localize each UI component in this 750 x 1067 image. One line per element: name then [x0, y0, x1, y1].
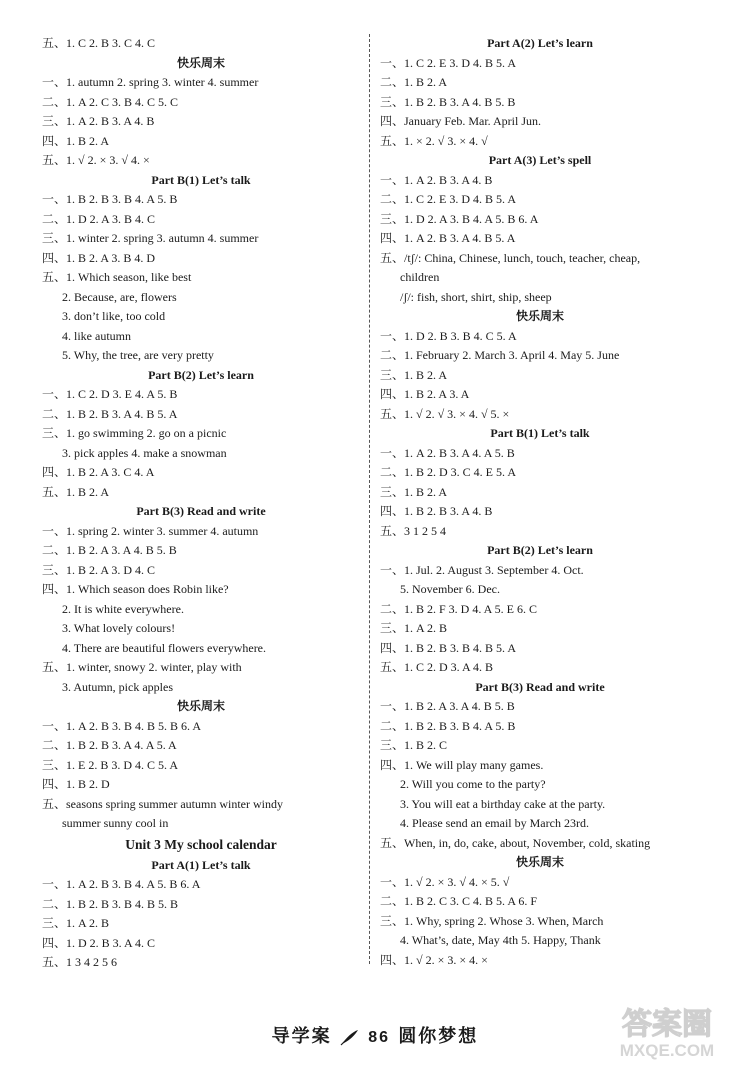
answer-line: 五、seasons spring summer autumn winter windy [42, 796, 283, 811]
unit-title: Unit 3 My school calendar [125, 836, 277, 852]
section-heading: Part A(3) Let’s spell [488, 153, 592, 167]
answer-line: 五、/tʃ/: China, Chinese, lunch, touch, teacher, cheap, [380, 250, 641, 265]
answer-line: 2. Because, are, flowers [62, 289, 177, 304]
answer-line: 二、1. B 2. A [380, 75, 448, 89]
answer-line: 四、1. B 2. B 3. B 4. B 5. A [380, 640, 517, 655]
answer-line: 四、January Feb. Mar. April Jun. [380, 114, 541, 128]
answer-line: 3. don’t like, too cold [62, 309, 166, 323]
answer-line: 四、1. B 2. B 3. A 4. B [380, 504, 493, 518]
answer-line: 二、1. B 2. C 3. C 4. B 5. A 6. F [380, 894, 538, 908]
section-heading: 快乐周末 [515, 309, 564, 323]
answer-line: 3. pick apples 4. make a snowman [62, 445, 227, 460]
section-heading: Part B(1) Let’s talk [151, 172, 251, 187]
answer-line: 二、1. B 2. B 3. A 4. A 5. A [42, 738, 177, 752]
quill-icon [340, 1028, 360, 1046]
answer-line: 2. Will you come to the party? [400, 777, 546, 791]
footer-slogan: 圆你梦想 [398, 1026, 479, 1047]
answer-line: 二、1. B 2. D 3. C 4. E 5. A [380, 465, 517, 479]
page-number: 86 [368, 1029, 391, 1046]
answer-line: 4. like autumn [62, 328, 131, 343]
answer-line: 五、1. C 2. B 3. C 4. C [42, 36, 156, 50]
answer-line: 五、When, in, do, cake, about, November, cold, skating [380, 835, 651, 850]
answer-line: 三、1. B 2. A [380, 367, 448, 382]
answer-line: 五、1. Which season, like best [42, 270, 192, 284]
answer-line: 四、1. B 2. A 3. C 4. A [42, 465, 155, 479]
answer-line: 4. There are beautiful flowers everywhere. [62, 640, 267, 655]
answer-line: /ʃ/: fish, short, shirt, ship, sheep [400, 289, 552, 304]
answer-line: 一、1. Jul. 2. August 3. September 4. Oct. [380, 562, 584, 577]
watermark-url: MXQE.COM [619, 1041, 715, 1060]
answer-line: 四、1. D 2. B 3. A 4. C [42, 935, 156, 950]
answer-line: 二、1. B 2. B 3. A 4. B 5. A [42, 406, 178, 421]
answer-line: 一、1. √ 2. × 3. √ 4. × 5. √ [380, 874, 510, 889]
answer-line: 四、1. B 2. D [42, 777, 110, 791]
answer-line: 三、1. B 2. A 3. D 4. C [42, 562, 156, 577]
section-heading: Part B(1) Let’s talk [490, 426, 590, 440]
answer-line: 3. You will eat a birthday cake at the party. [400, 796, 606, 811]
section-heading: Part A(1) Let’s talk [151, 857, 251, 872]
answer-line: children [400, 270, 440, 284]
answer-line: 四、1. B 2. A [42, 133, 110, 148]
answer-line: 四、1. We will play many games. [380, 757, 544, 772]
answer-line: 四、1. B 2. A 3. A [380, 387, 470, 401]
answer-line: 一、1. C 2. D 3. E 4. A 5. B [42, 387, 178, 401]
answer-line: 三、1. A 2. B 3. A 4. B [42, 114, 155, 128]
answer-line: 四、1. A 2. B 3. A 4. B 5. A [380, 231, 516, 245]
section-heading: Part B(2) Let’s learn [148, 367, 254, 382]
section-heading: 快乐周末 [176, 699, 225, 713]
answer-line: 四、1. √ 2. × 3. × 4. × [380, 952, 488, 967]
section-heading: 快乐周末 [176, 55, 225, 70]
section-heading: Part A(2) Let’s learn [487, 36, 593, 50]
column-divider [369, 34, 370, 964]
answer-line: 五、1. √ 2. √ 3. × 4. √ 5. × [380, 406, 510, 421]
answer-line: 三、1. go swimming 2. go on a picnic [42, 426, 227, 440]
answer-line: 三、1. B 2. C [380, 738, 448, 752]
left-column [42, 34, 360, 973]
answer-line: 三、1. A 2. B [380, 621, 448, 635]
answer-line: 三、1. winter 2. spring 3. autumn 4. summer [42, 231, 259, 245]
answer-line: 二、1. B 2. B 3. B 4. A 5. B [380, 718, 516, 733]
answer-line: 3. Autumn, pick apples [62, 679, 173, 694]
answer-line: 三、1. B 2. B 3. A 4. B 5. B [380, 94, 516, 109]
answer-line: 二、1. B 2. B 3. B 4. B 5. B [42, 896, 179, 911]
answer-line: 一、1. A 2. B 3. B 4. A 5. B 6. A [42, 877, 201, 891]
answer-line: summer sunny cool in [62, 816, 169, 830]
answer-line: 一、1. B 2. A 3. A 4. B 5. B [380, 699, 515, 713]
answer-line: 一、1. A 2. B 3. A 4. A 5. B [380, 445, 515, 460]
footer-brand: 导学案 [271, 1026, 332, 1047]
answer-line: 五、1. C 2. D 3. A 4. B [380, 660, 494, 674]
watermark-title: 答案圈 [622, 1007, 712, 1042]
answer-line: 一、1. A 2. B 3. A 4. B [380, 172, 493, 187]
answer-line: 3. What lovely colours! [62, 621, 176, 635]
answer-line: 四、1. Which season does Robin like? [42, 582, 229, 596]
answer-line: 一、1. autumn 2. spring 3. winter 4. summer [42, 75, 259, 89]
answer-line: 四、1. B 2. A 3. B 4. D [42, 250, 156, 265]
answer-line: 五、1. winter, snowy 2. winter, play with [42, 660, 242, 674]
answer-line: 5. Why, the tree, are very pretty [62, 348, 214, 362]
answer-line: 五、3 1 2 5 4 [380, 523, 447, 538]
section-heading: Part B(3) Read and write [136, 504, 266, 518]
answer-line: 一、1. C 2. E 3. D 4. B 5. A [380, 55, 517, 70]
right-column [380, 34, 700, 970]
answer-line: 二、1. B 2. A 3. A 4. B 5. B [42, 543, 177, 557]
answer-line: 三、1. A 2. B [42, 916, 110, 930]
watermark-logo [592, 1000, 742, 1062]
answer-line: 二、1. D 2. A 3. B 4. C [42, 211, 156, 226]
answer-line: 4. What’s, date, May 4th 5. Happy, Thank [400, 933, 601, 947]
answer-line: 一、1. A 2. B 3. B 4. B 5. B 6. A [42, 718, 202, 733]
answer-line: 一、1. B 2. B 3. B 4. A 5. B [42, 192, 178, 206]
answer-line: 二、1. C 2. E 3. D 4. B 5. A [380, 192, 517, 206]
answer-line: 2. It is white everywhere. [62, 601, 184, 616]
answer-line: 一、1. D 2. B 3. B 4. C 5. A [380, 328, 517, 343]
answer-line: 二、1. B 2. F 3. D 4. A 5. E 6. C [380, 601, 538, 616]
answer-line: 4. Please send an email by March 23rd. [400, 816, 589, 830]
answer-line: 二、1. February 2. March 3. April 4. May 5. June [380, 348, 620, 362]
answer-line: 三、1. D 2. A 3. B 4. A 5. B 6. A [380, 211, 539, 226]
answer-line: 三、1. Why, spring 2. Whose 3. When, March [380, 913, 604, 928]
answer-line: 五、1. √ 2. × 3. √ 4. × [42, 153, 150, 167]
section-heading: Part B(2) Let’s learn [487, 543, 593, 557]
answer-line: 三、1. E 2. B 3. D 4. C 5. A [42, 757, 179, 772]
answer-line: 五、1. × 2. √ 3. × 4. √ [380, 133, 488, 148]
answer-line: 五、1. B 2. A [42, 484, 110, 499]
answer-line: 一、1. spring 2. winter 3. summer 4. autumn [42, 523, 259, 538]
answer-line: 二、1. A 2. C 3. B 4. C 5. C [42, 94, 179, 109]
section-heading: 快乐周末 [515, 855, 564, 869]
section-heading: Part B(3) Read and write [475, 679, 605, 694]
answer-line: 五、1 3 4 2 5 6 [42, 955, 118, 969]
answer-line: 三、1. B 2. A [380, 484, 448, 499]
answer-line: 5. November 6. Dec. [400, 582, 500, 596]
